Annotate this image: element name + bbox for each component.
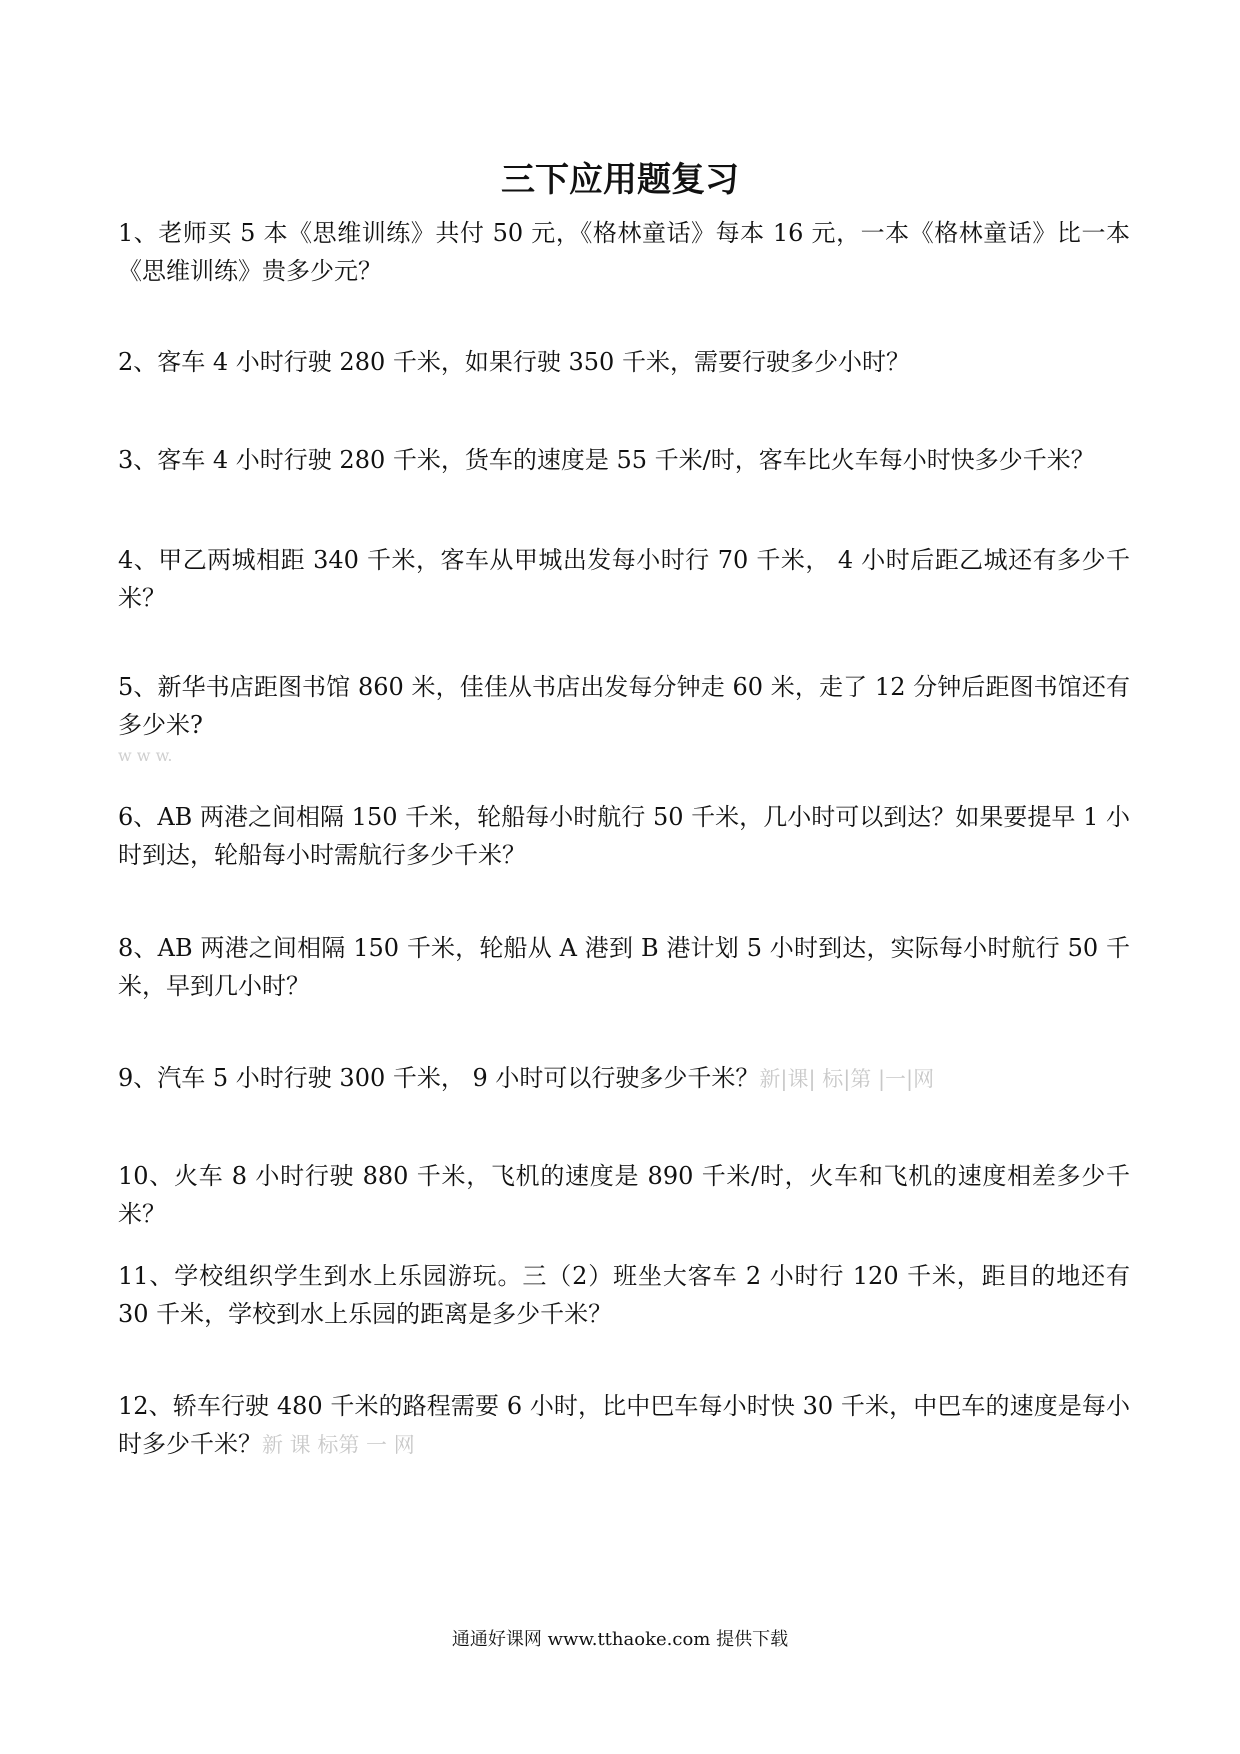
page-title: 三下应用题复习 xyxy=(501,160,739,200)
question-text: 轿车行驶 480 千米的路程需要 6 小时，比中巴车每小时快 30 千米，中巴车的速度是每小时多少千米？ xyxy=(118,1392,1131,1458)
question-10 xyxy=(118,1157,1130,1234)
question-number: 2、 xyxy=(118,348,158,376)
watermark-text: 新|课| 标|第 |一|网 xyxy=(759,1067,935,1091)
question-1 xyxy=(118,214,1130,291)
question-5 xyxy=(118,668,1130,745)
question-number: 10、 xyxy=(118,1162,174,1190)
page-footer: 通通好课网 www.tthaoke.com 提供下载 xyxy=(451,1629,789,1650)
question-11 xyxy=(118,1257,1130,1334)
question-text: 老师买 5 本《思维训练》共付 50 元，《格林童话》每本 16 元，一本《格林童话》比一本《思维训练》贵多少元？ xyxy=(118,219,1130,285)
question-4 xyxy=(118,541,1130,618)
question-9 xyxy=(118,1059,1130,1098)
question-text: 甲乙两城相距 340 千米，客车从甲城出发每小时行 70 千米， 4 小时后距乙城还有多少千米？ xyxy=(118,546,1130,612)
question-12 xyxy=(118,1387,1130,1464)
question-number: 8、 xyxy=(118,934,158,962)
question-text: 新华书店距图书馆 860 米，佳佳从书店出发每分钟走 60 米，走了 12 分钟后距图书馆还有多少米? xyxy=(118,673,1130,739)
question-3 xyxy=(118,441,1130,480)
question-text: 火车 8 小时行驶 880 千米，飞机的速度是 890 千米/时，火车和飞机的速度相差多少千米？ xyxy=(118,1162,1130,1228)
question-text: 客车 4 小时行驶 280 千米，如果行驶 350 千米，需要行驶多少小时？ xyxy=(157,348,910,376)
question-text: 学校组织学生到水上乐园游玩。三（2）班坐大客车 2 小时行 120 千米，距目的地还有 30 千米，学校到水上乐园的距离是多少千米？ xyxy=(118,1262,1130,1328)
question-6 xyxy=(118,798,1130,875)
question-2 xyxy=(118,343,1130,382)
question-number: 6、 xyxy=(118,803,158,831)
question-text: AB 两港之间相隔 150 千米，轮船每小时航行 50 千米，几小时可以到达？如果要提早 1 小时到达，轮船每小时需航行多少千米？ xyxy=(118,803,1130,869)
question-number: 5、 xyxy=(118,673,158,701)
question-number: 1、 xyxy=(118,219,159,247)
question-number: 4、 xyxy=(118,546,159,574)
watermark-text: 新 课 标第 一 网 xyxy=(262,1433,415,1457)
question-number: 11、 xyxy=(118,1262,175,1290)
question-number: 12、 xyxy=(118,1392,173,1420)
question-number: 9、 xyxy=(118,1064,158,1092)
question-text: 客车 4 小时行驶 280 千米，货车的速度是 55 千米/时，客车比火车每小时快多少千米？ xyxy=(157,446,1095,474)
question-text: 汽车 5 小时行驶 300 千米， 9 小时可以行驶多少千米？ xyxy=(157,1064,760,1092)
stray-watermark: w w w. xyxy=(118,746,173,765)
question-8 xyxy=(118,929,1130,1006)
question-number: 3、 xyxy=(118,446,158,474)
question-text: AB 两港之间相隔 150 千米，轮船从 A 港到 B 港计划 5 小时到达，实际每小时航行 50 千米，早到几小时？ xyxy=(118,934,1130,1000)
